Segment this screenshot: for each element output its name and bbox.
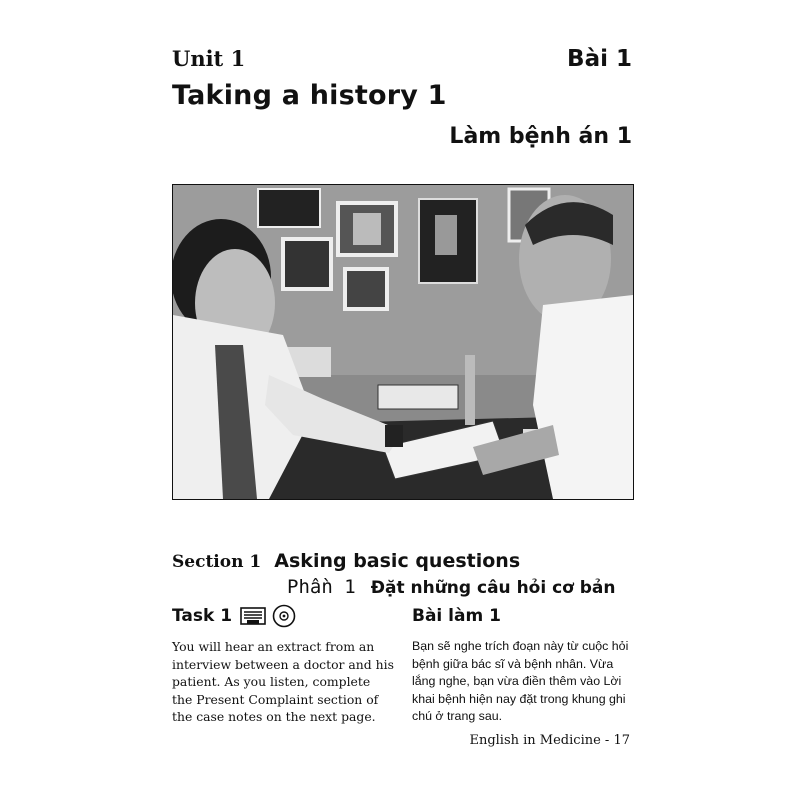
unit-label: Unit 1 xyxy=(172,46,246,71)
task-label-en: Task 1 xyxy=(172,606,233,626)
phan-title: Đặt những câu hỏi cơ bản xyxy=(370,578,616,598)
bai-label: Bài 1 xyxy=(567,46,632,72)
doctor-patient-photo xyxy=(172,184,634,500)
section-heading xyxy=(172,550,520,572)
section-number: Section 1 xyxy=(172,552,262,572)
page-title-vi: Làm bệnh án 1 xyxy=(449,124,632,149)
task-heading-vi: Bài làm 1 xyxy=(412,606,501,626)
task-instructions-vi: Bạn sẽ nghe trích đoạn này từ cuộc hỏi bệnh giữa bác sĩ và bệnh nhân. Vừa lắng nghe, bạn vừa điền thêm vào Lời khai bệnh hiện nay đặt trong khung ghi chú ở trang sau. xyxy=(412,639,629,723)
cassette-icon xyxy=(240,607,266,625)
task-heading-en xyxy=(172,604,296,628)
page-footer: English in Medicine - 17 xyxy=(469,733,630,748)
task-instructions-en: You will hear an extract from an interview between a doctor and his patient. As you listen, complete the Present Complaint section of the case notes on the next page. xyxy=(172,639,394,724)
cd-icon xyxy=(272,604,296,628)
page-title-en: Taking a history 1 xyxy=(172,80,447,111)
phan-heading xyxy=(287,576,616,598)
photo-illustration xyxy=(173,185,633,499)
section-title: Asking basic questions xyxy=(274,550,521,572)
phan-number: Phần 1 xyxy=(287,576,356,598)
